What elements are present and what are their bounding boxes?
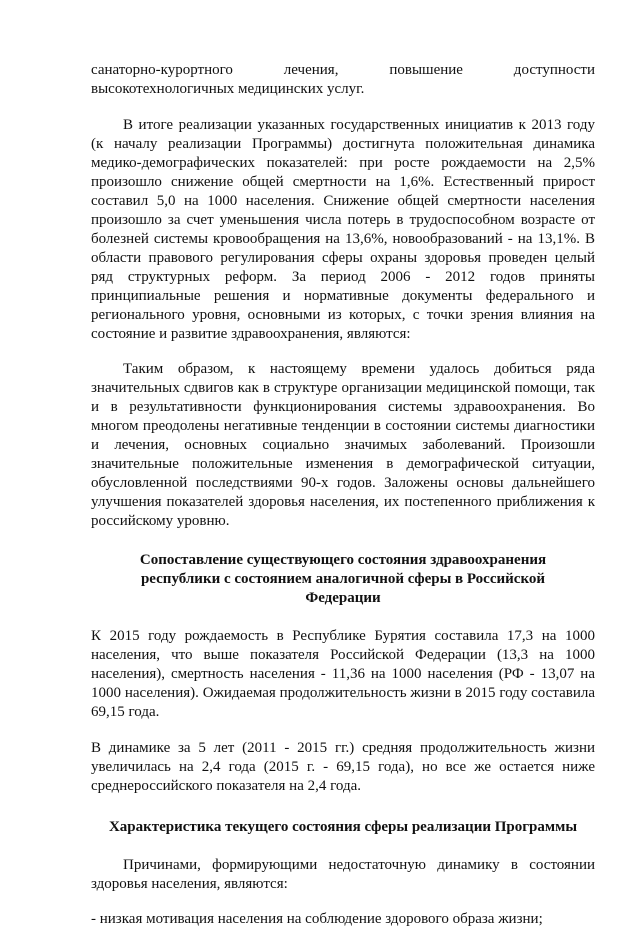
section-heading-comparison-line-2: республики с состоянием аналогичной сферы в Российской	[140, 571, 546, 587]
paragraph-continuation: санаторно-курортного лечения, повышение доступности высокотехнологичных медицинских услуг.	[91, 62, 595, 97]
document-page	[91, 61, 595, 929]
section-heading-comparison-line-1: Сопоставление существующего состояния здравоохранения	[139, 552, 547, 568]
list-item: - низкая мотивация населения на соблюдение здорового образа жизни;	[91, 911, 543, 927]
paragraph-causes: Причинами, формирующими недостаточную динамику в состоянии здоровья населения, являются:	[91, 857, 595, 892]
paragraph-birth-rate-2015: К 2015 году рождаемость в Республике Бурятия составила 17,3 на 1000 населения, что выше показателя Российской Федерации (13,3 на 1000 населения), смертность населения - 11,36 на 1000 населения (РФ - 13,07 на 1000 населения). Ожидаемая продолжительность жизни в 2015 году составила 69,15 года.	[91, 628, 595, 720]
paragraph-results-initiatives: В итоге реализации указанных государственных инициатив к 2013 году (к началу реализации Программы) достигнута положительная динамика медико-демографических показателей: при росте рождаемости на 2,5% произошло снижение общей смертности на 1,6%. Естественный прирост составил 5,0 на 1000 населения. Снижение общей смертности населения произошло за счет уменьшения числа потерь в трудоспособном возрасте от болезней системы кровообращения на 13,6%, новообразований - на 13,1%. В области правового регулирования сферы охраны здоровья проведен целый ряд структурных реформ. За период 2006 - 2012 годов приняты принципиальные решения и нормативные документы федерального и регионального уровня, основными из которых, с точки зрения влияния на состояние и развитие здравоохранения, являются:	[91, 117, 595, 342]
paragraph-conclusion: Таким образом, к настоящему времени удалось добиться ряда значительных сдвигов как в структуре организации медицинской помощи, так и в результативности функционирования системы здравоохранения. Во многом преодолены негативные тенденции в состоянии системы диагностики и лечения, основных социально значимых заболеваний. Произошли значительные положительные изменения в демографической ситуации, обусловленной последствиями 90-х годов. Заложены основы дальнейшего улучшения показателей здоровья населения, их постепенного приближения к российскому уровню.	[91, 361, 595, 529]
paragraph-life-expectancy-dynamics: В динамике за 5 лет (2011 - 2015 гг.) средняя продолжительность жизни увеличилась на 2,4 года (2015 г. - 69,15 года), но все же остается ниже среднероссийского показателя на 2,4 года.	[91, 740, 595, 794]
section-heading-current-state: Характеристика текущего состояния сферы реализации Программы	[108, 819, 578, 835]
section-heading-comparison-line-3: Федерации	[305, 590, 381, 606]
section-heading-comparison	[91, 551, 595, 608]
